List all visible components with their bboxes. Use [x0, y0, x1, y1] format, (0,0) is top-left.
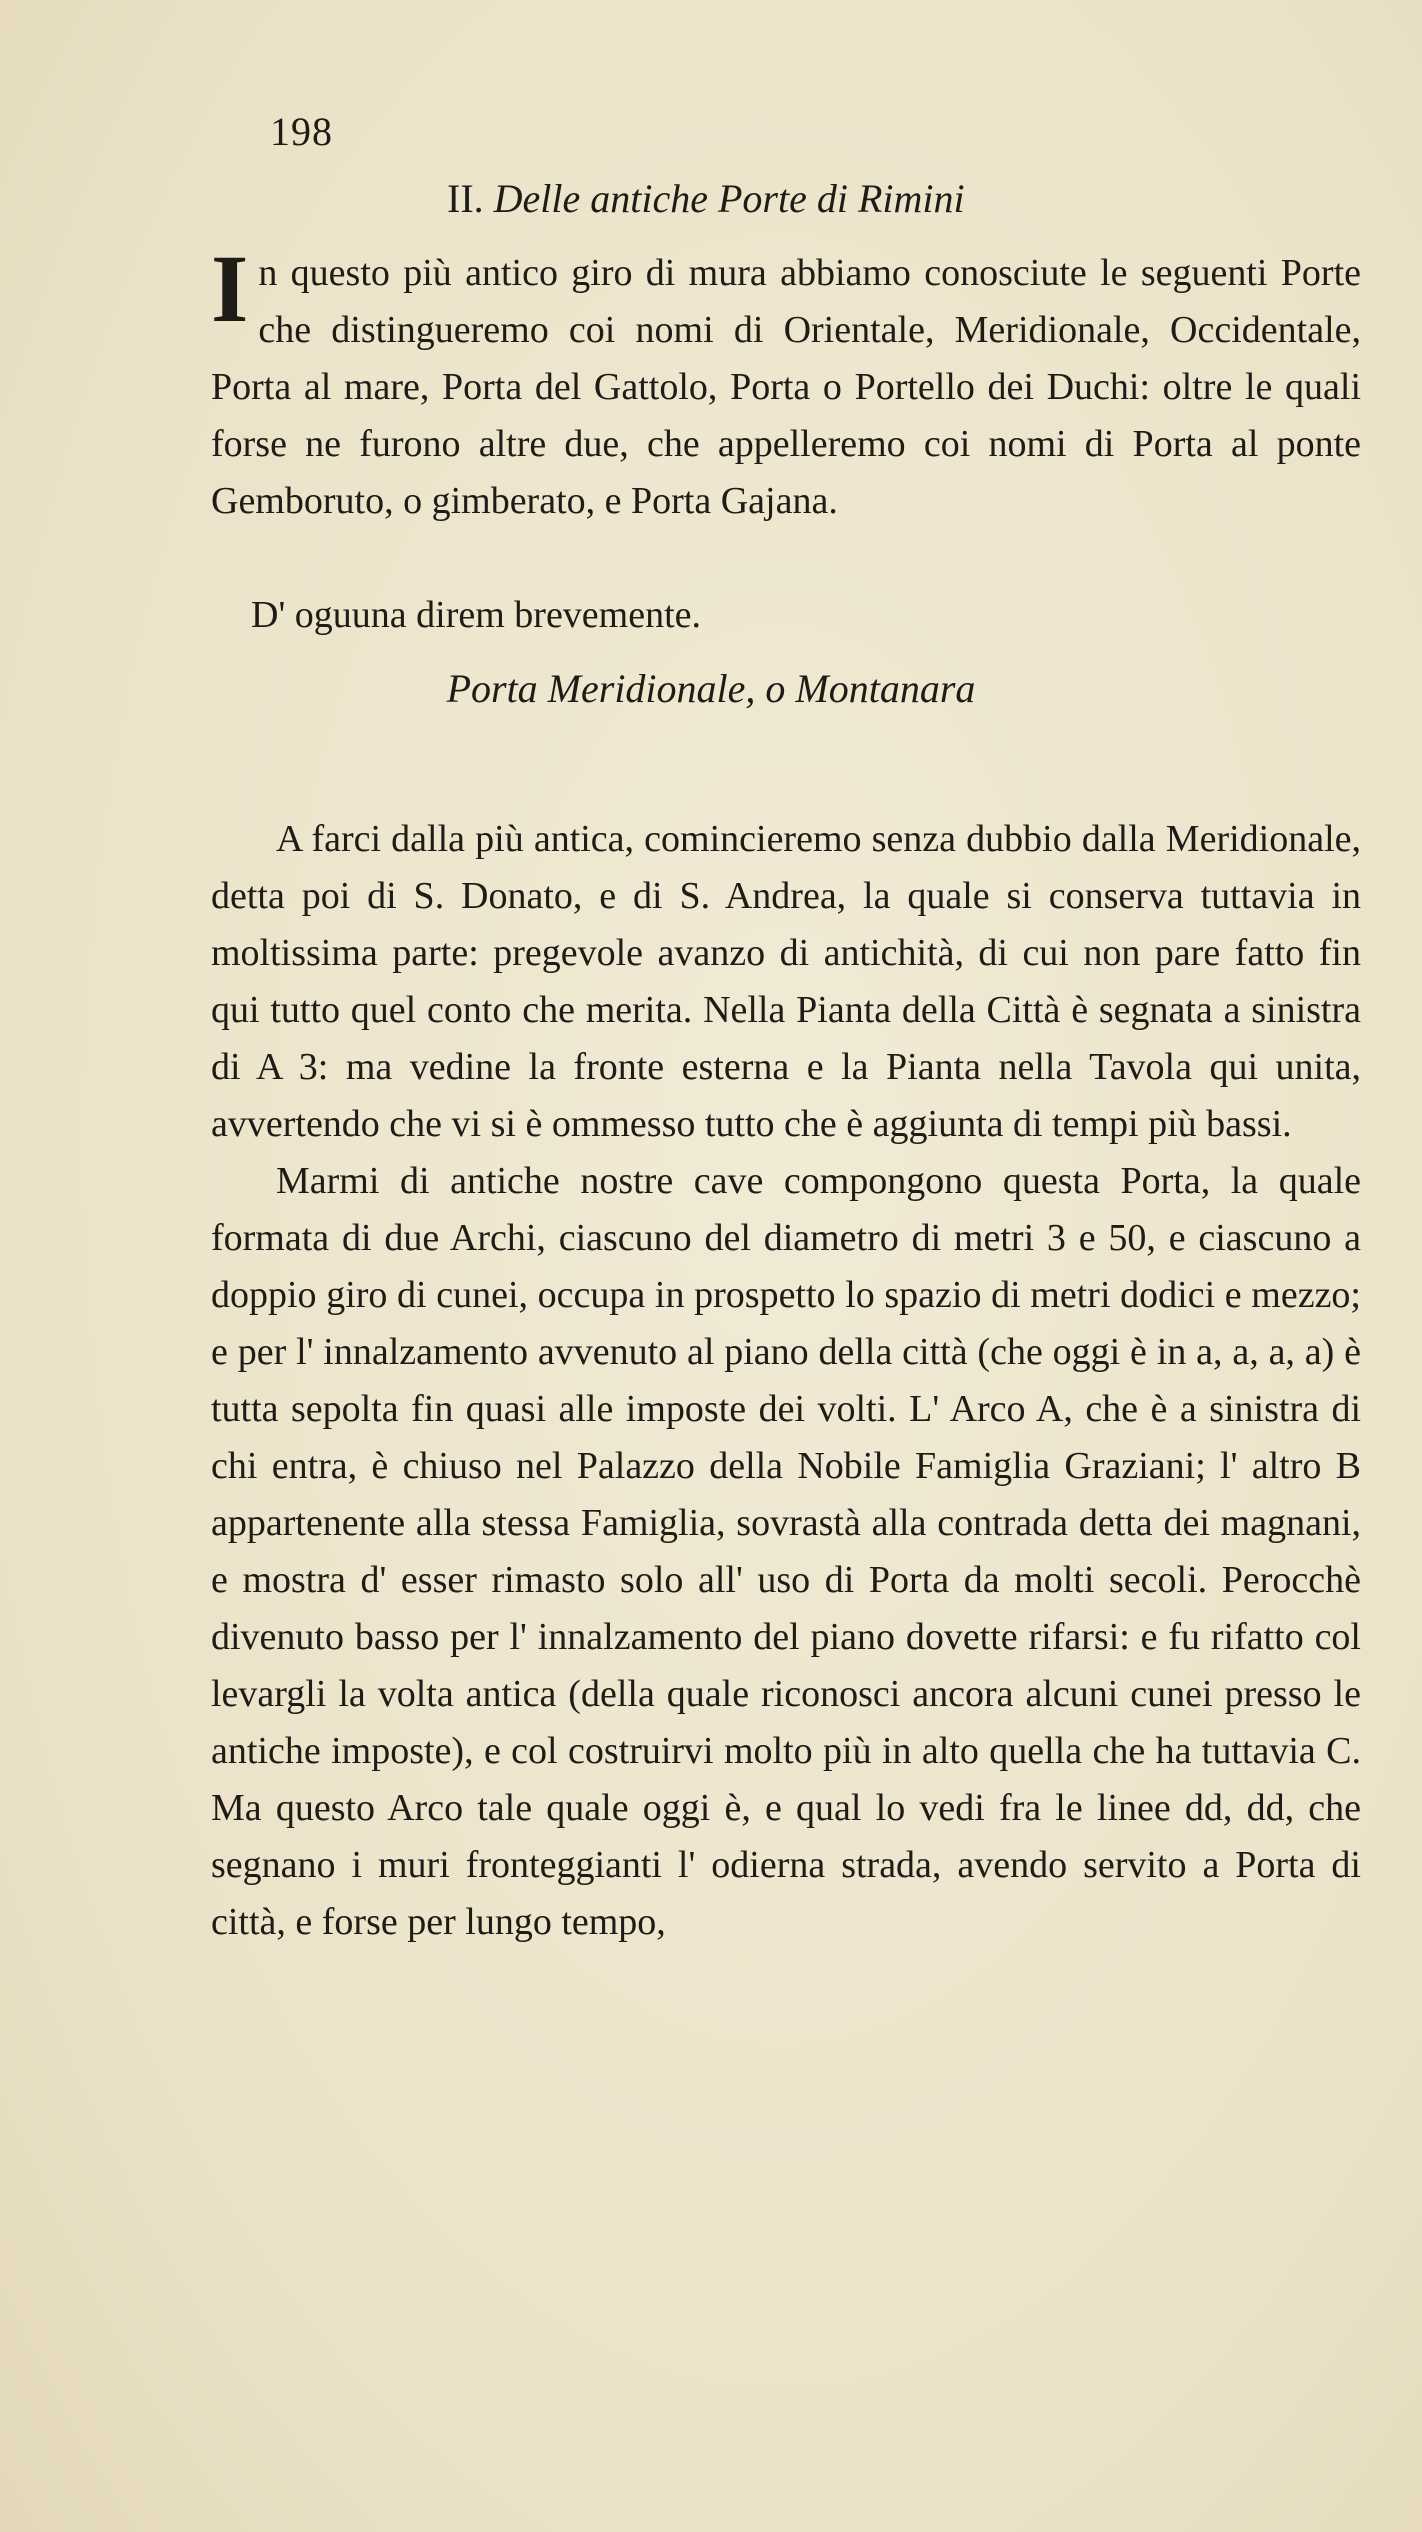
body-text	[211, 811, 1361, 1951]
section-heading: Porta Meridionale, o Montanara	[446, 666, 976, 711]
intro-body: n questo più antico giro di mura abbiamo conosciute le seguenti Porte che distingueremo coi nomi di Orientale, Meridionale, Occidentale, Porta al mare, Porta del Gattolo, Porta o Portello dei Duchi: oltre le quali forse ne furono altre due, che appelleremo coi nomi di Porta al ponte Gemboruto, o gimberato, e Porta Gajana.	[211, 252, 1361, 522]
intro-paragraph	[211, 235, 1361, 530]
chapter-title-text: Delle antiche Porte di Rimini	[493, 176, 965, 221]
page-number: 198	[270, 109, 333, 154]
chapter-title	[447, 175, 965, 222]
body-paragraph: A farci dalla più antica, comincieremo senza dubbio dalla Meridionale, detta poi di S. Donato, e di S. Andrea, la quale si conserva tuttavia in moltissima parte: pregevole avanzo di antichità, di cui non pare fatto fin qui tutto quel conto che merita. Nella Pianta della Città è segnata a sinistra di A 3: ma vedine la fronte esterna e la Pianta nella Tavola qui unita, avvertendo che vi si è ommesso tutto che è aggiunta di tempi più bassi.	[211, 818, 1361, 1145]
body-paragraph: Marmi di antiche nostre cave compongono questa Porta, la quale formata di due Archi, ciascuno del diametro di metri 3 e 50, e ciascuno a doppio giro di cunei, occupa in prospetto lo spazio di metri dodici e mezzo; e per l' innalzamento avvenuto al piano della città (che oggi è in a, a, a, a) è tutta sepolta fin quasi alle imposte dei volti. L' Arco A, che è a sinistra di chi entra, è chiuso nel Palazzo della Nobile Famiglia Graziani; l' altro B appartenente alla stessa Famiglia, sovrastà alla contrada detta dei magnani, e mostra d' esser rimasto solo all' uso di Porta da molti secoli. Perocchè divenuto basso per l' innalzamento del piano dovette rifarsi: e fu rifatto col levargli la volta antica (della quale riconosci ancora alcuni cunei presso le antiche imposte), e col costruirvi molto più in alto quella che ha tuttavia C. Ma questo Arco tale quale oggi è, e qual lo vedi fra le linee dd, dd, che segnano i muri fronteggianti l' odierna strada, avendo servito a Porta di città, e forse per lungo tempo,	[211, 1160, 1361, 1943]
chapter-numeral: II.	[447, 176, 484, 221]
intro-closing: D' oguuna direm brevemente.	[251, 594, 702, 636]
drop-cap: I	[211, 235, 249, 342]
